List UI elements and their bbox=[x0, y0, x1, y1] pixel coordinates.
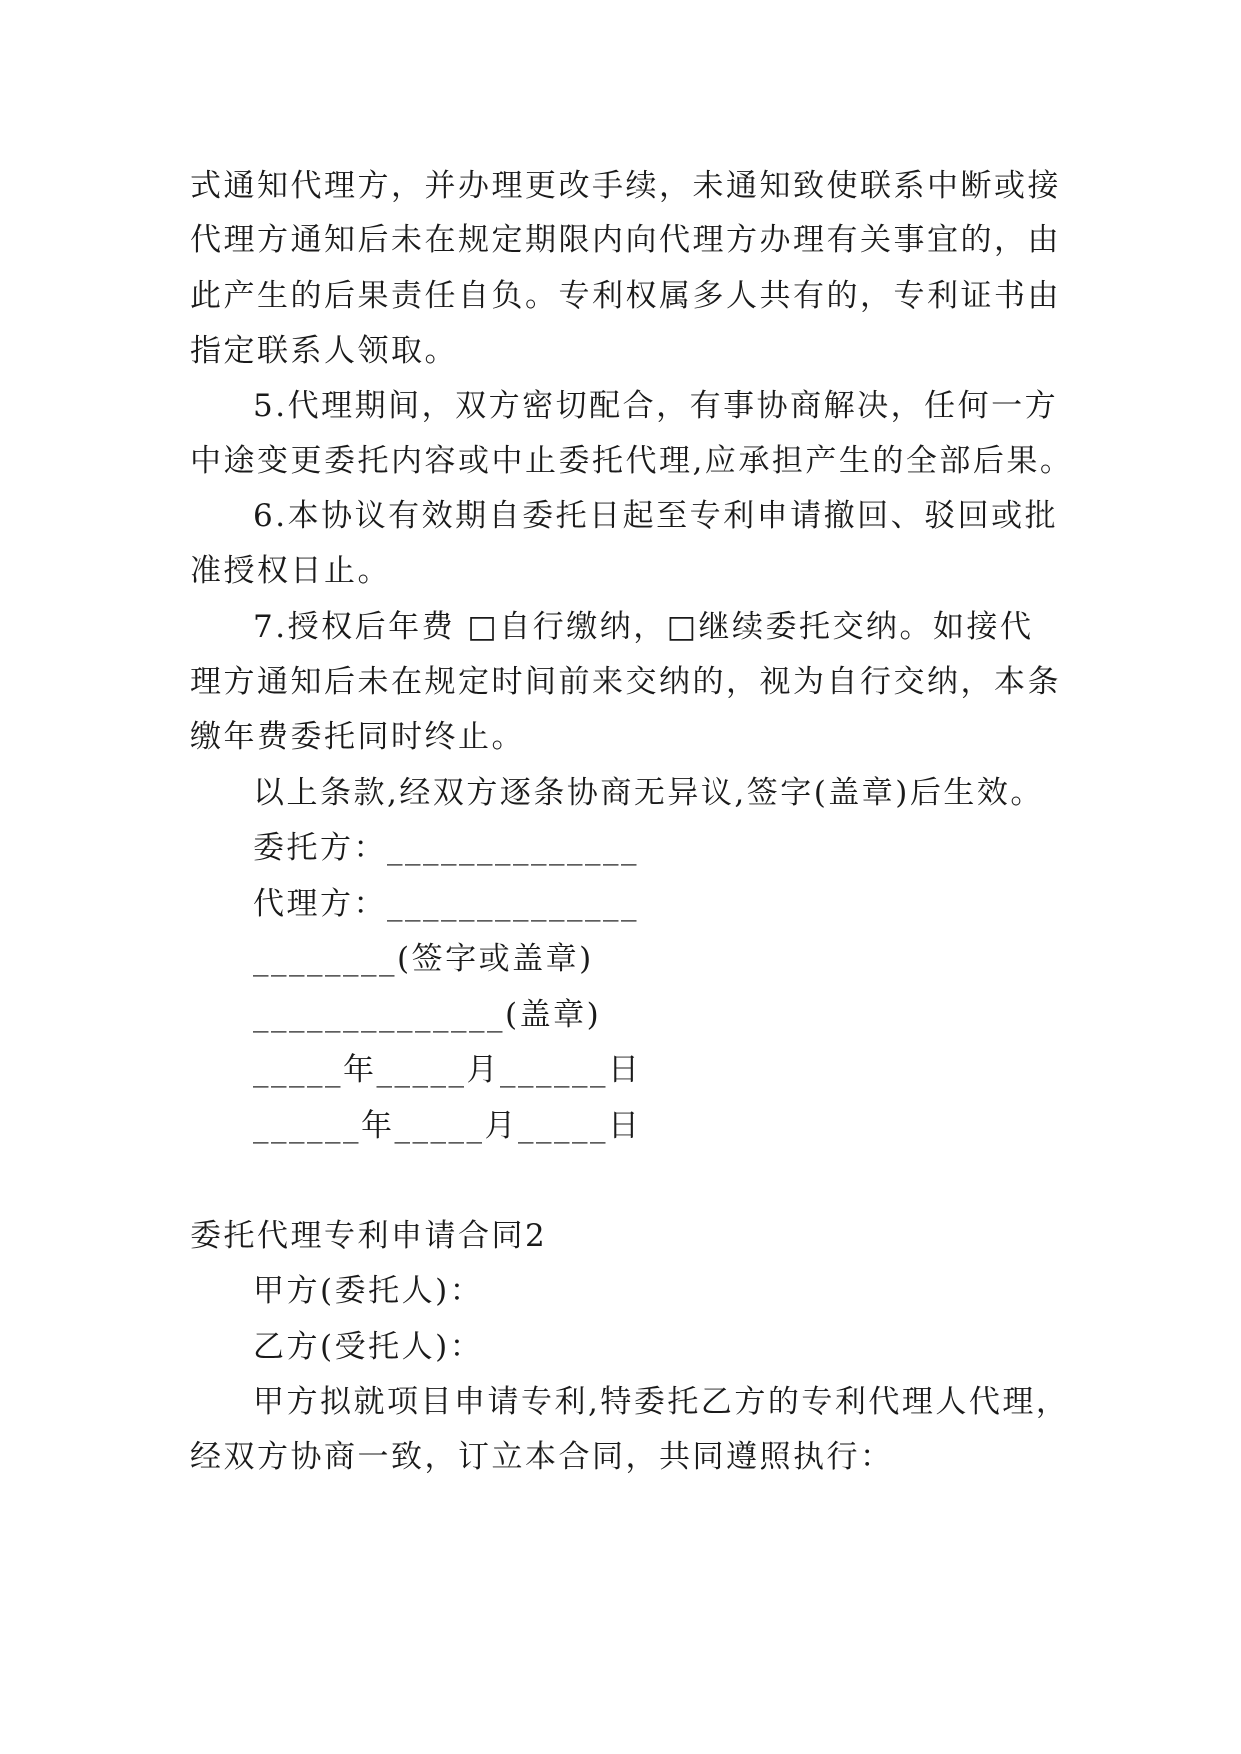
clause-5-line-2: 中途变更委托内容或中止委托代理,应承担产生的全部后果。 bbox=[190, 443, 1074, 479]
date-line-1: _____年_____月______日 bbox=[253, 1052, 642, 1088]
section-title: 委托代理专利申请合同2 bbox=[190, 1218, 548, 1254]
clause-6-line-1: 6.本协议有效期自委托日起至专利申请撤回、驳回或批 bbox=[253, 498, 1059, 534]
date-line-2: ______年_____月_____日 bbox=[253, 1108, 642, 1144]
party-b-line: 乙方(受托人)： bbox=[253, 1329, 484, 1365]
clause-4-line-4: 指定联系人领取。 bbox=[190, 333, 458, 369]
party-a-line: 甲方(委托人)： bbox=[253, 1273, 484, 1309]
clause-7-line-3: 缴年费委托同时终止。 bbox=[190, 719, 525, 755]
preamble-line-2: 经双方协商一致，订立本合同，共同遵照执行： bbox=[190, 1439, 894, 1475]
seal-line: ______________(盖章) bbox=[253, 997, 602, 1033]
clause-7-line-1: 7.授权后年费 □自行缴纳，□继续委托交纳。如接代 bbox=[253, 609, 1034, 645]
clause-4-line-2: 代理方通知后未在规定期限内向代理方办理有关事宜的，由 bbox=[190, 222, 1061, 258]
effective-clause: 以上条款,经双方逐条协商无异议,签字(盖章)后生效。 bbox=[253, 775, 1044, 811]
clause-4-line-1: 式通知代理方，并办理更改手续，未通知致使联系中断或接 bbox=[190, 168, 1061, 204]
preamble-line-1: 甲方拟就项目申请专利,特委托乙方的专利代理人代理， bbox=[253, 1384, 1070, 1420]
clause-7-line-2: 理方通知后未在规定时间前来交纳的，视为自行交纳，本条 bbox=[190, 664, 1061, 700]
agent-signature-line: 代理方：______________ bbox=[253, 886, 639, 922]
clause-6-line-2: 准授权日止。 bbox=[190, 553, 391, 589]
sign-or-seal-line: ________(签字或盖章) bbox=[253, 941, 594, 977]
clause-4-line-3: 此产生的后果责任自负。专利权属多人共有的，专利证书由 bbox=[190, 278, 1061, 314]
clause-5-line-1: 5.代理期间，双方密切配合，有事协商解决，任何一方 bbox=[253, 388, 1059, 424]
client-signature-line: 委托方：______________ bbox=[253, 830, 639, 866]
